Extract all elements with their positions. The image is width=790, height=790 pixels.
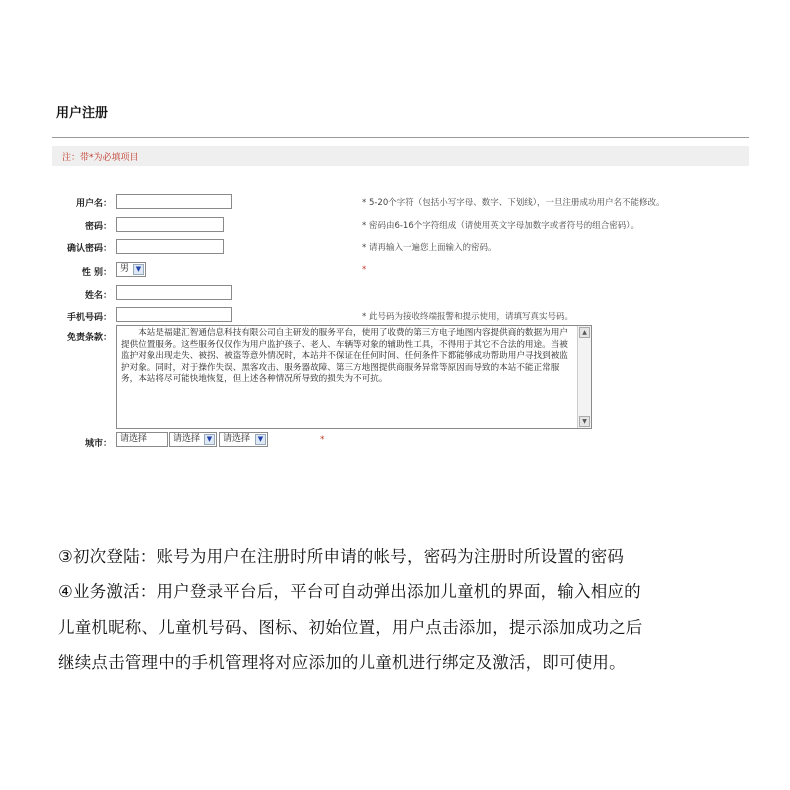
page-title: 用户注册 — [56, 106, 109, 121]
confirm-password-input[interactable] — [116, 239, 224, 254]
city-label: 城市： — [84, 439, 112, 449]
name-label: 姓名： — [84, 291, 112, 301]
step4-line2: 儿童机昵称、儿童机号码、图标、初始位置，用户点击添加，提示添加成功之后 — [58, 618, 643, 637]
chevron-down-icon: ▼ — [204, 434, 215, 445]
confirm-password-label: 确认密码： — [66, 244, 112, 254]
divider — [52, 137, 749, 138]
chevron-down-icon: ▼ — [255, 434, 266, 445]
gender-selected: 男 — [120, 264, 130, 274]
username-hint: * 5-20个字符（包括小写字母、数字、下划线），一旦注册成功用户名不能修改。 — [362, 198, 665, 208]
terms-textarea[interactable] — [116, 325, 592, 429]
arrow-up-icon[interactable]: ▲ — [579, 327, 590, 338]
step3-text: ③初次登陆：账号为用户在注册时所申请的帐号，密码为注册时所设置的密码 — [58, 547, 625, 566]
gender-select[interactable] — [116, 262, 146, 277]
notice-bar — [52, 146, 749, 166]
gender-label: 性 别： — [81, 268, 112, 278]
username-input[interactable] — [116, 194, 232, 209]
password-label: 密码： — [84, 222, 112, 232]
city-selected: 请选择 — [173, 434, 201, 444]
confirm-password-hint: * 请再输入一遍您上面输入的密码。 — [362, 243, 497, 253]
username-label: 用户名： — [75, 199, 112, 209]
step4-line3: 继续点击管理中的手机管理将对应添加的儿童机进行绑定及激活，即可使用。 — [58, 653, 626, 672]
district-selected: 请选择 — [223, 434, 251, 444]
required-notice: 注：带*为必填项目 — [62, 153, 139, 163]
terms-label: 免责条款： — [66, 333, 112, 343]
password-input[interactable] — [116, 217, 224, 232]
arrow-down-icon[interactable]: ▼ — [579, 416, 590, 427]
step4-line1: ④业务激活：用户登录平台后，平台可自动弹出添加儿童机的界面，输入相应的 — [58, 582, 641, 601]
chevron-down-icon: ▼ — [133, 264, 144, 275]
city-select[interactable] — [169, 432, 217, 447]
terms-scrollbar[interactable] — [577, 326, 591, 428]
phone-input[interactable] — [116, 307, 232, 322]
terms-text: 本站是福建汇智通信息科技有限公司自主研发的服务平台，使用了收费的第三方电子地图内容提供商的数据为用户提供位置服务。这些服务仅仅作为用户监护孩子、老人、车辆等对象的辅助性工具，不得用于其它不合法的用途。当被监护对象出现走失、被拐、被盗等意外情况时，本站并不保证在任何时间、任何条件下都能够成功帮助用户寻找到被监护对象。同时，对于操作失误、黑客攻击、服务器故障、第三方地图提供商服务异常等原因而导致的本站不能正常服务，本站将尽可能快地恢复，但上述各种情况所导致的损失为不可抗。 — [121, 328, 568, 384]
city-required-star: * — [320, 435, 325, 445]
phone-hint: * 此号码为接收终端报警和提示使用，请填写真实号码。 — [362, 312, 573, 322]
district-select[interactable] — [219, 432, 268, 447]
province-select[interactable] — [116, 432, 168, 447]
phone-label: 手机号码： — [66, 313, 112, 323]
name-input[interactable] — [116, 285, 232, 300]
password-hint: * 密码由6-16个字符组成（请使用英文字母加数字或者符号的组合密码）。 — [362, 221, 639, 231]
gender-required-star: * — [362, 265, 367, 275]
province-selected: 请选择 — [120, 434, 148, 444]
